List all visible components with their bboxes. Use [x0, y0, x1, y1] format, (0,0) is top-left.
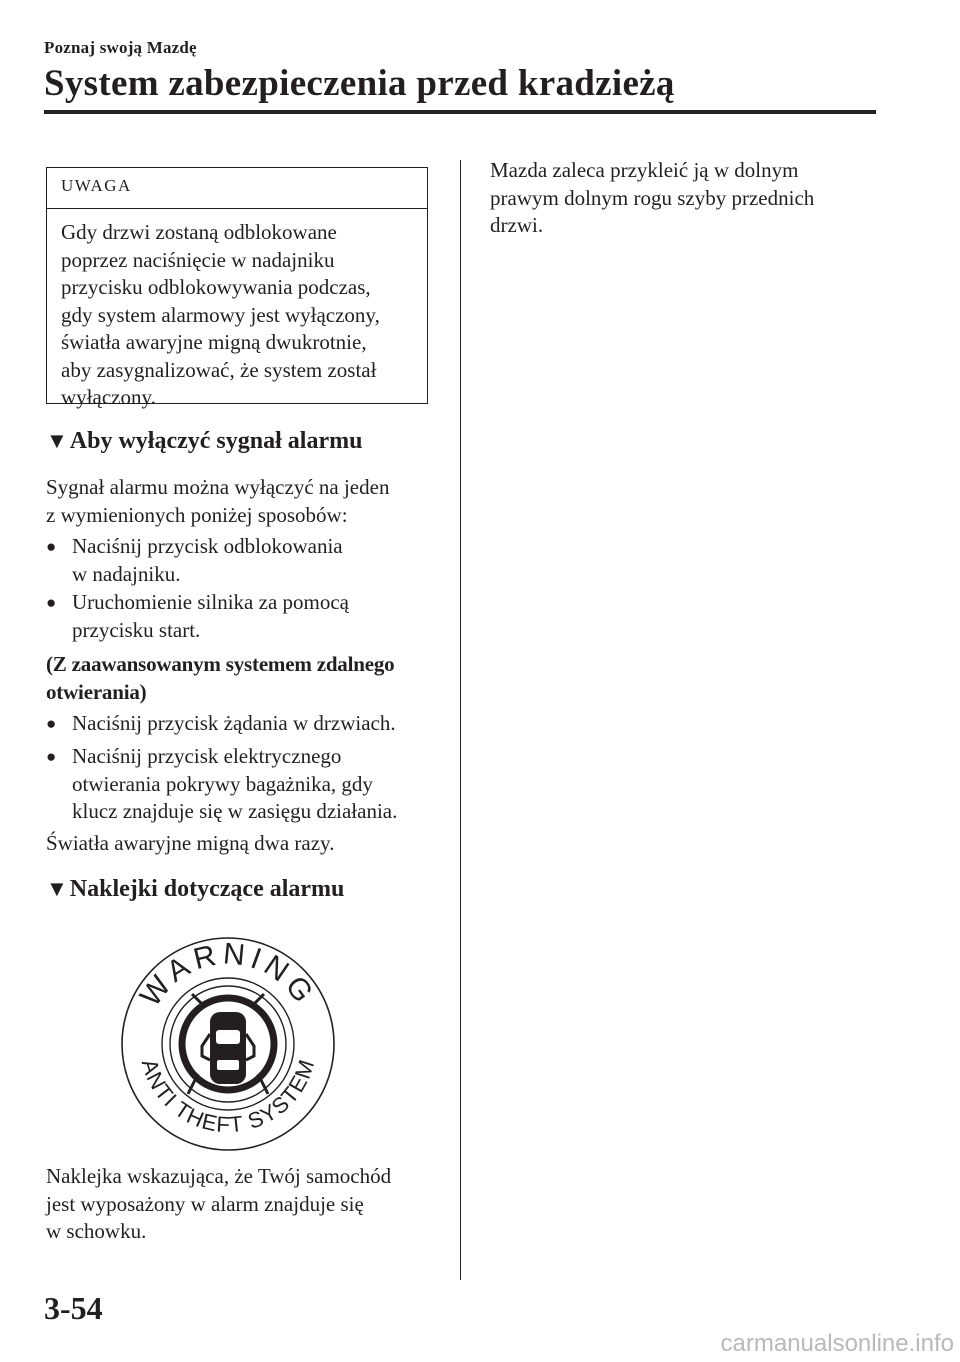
note-line: przycisku odblokowywania podczas, — [61, 275, 371, 299]
text-line: prawym dolnym rogu szyby przednich — [490, 185, 815, 210]
list-item-text: Naciśnij przycisk elektrycznego otwierania pokrywy bagażnika, gdy klucz znajduje się w zasięgu działania. — [72, 744, 398, 823]
section-heading-alarm-stickers — [46, 876, 344, 903]
text-line: Naklejka wskazująca, że Twój samochód — [46, 1164, 392, 1188]
breadcrumb: Poznaj swoją Mazdę — [44, 38, 197, 57]
sticker-top-text: WARNING — [133, 937, 323, 1013]
list-item-text: Naciśnij przycisk odblokowania w nadajniku. — [72, 534, 343, 586]
watermark: carmanualsonline.info — [720, 1330, 954, 1357]
bullet-icon: ● — [46, 747, 57, 766]
note-body — [47, 209, 427, 412]
section-heading-disable-alarm — [46, 428, 362, 455]
bullet-icon: ● — [46, 537, 57, 556]
section-heading-text: Aby wyłączyć sygnał alarmu — [69, 428, 363, 454]
text-line: w schowku. — [46, 1219, 147, 1243]
text-line: Sygnał alarmu można wyłączyć na jeden — [46, 475, 390, 499]
note-line: gdy system alarmowy jest wyłączony, — [61, 302, 380, 327]
note-box — [46, 167, 428, 409]
section1-closing: Światła awaryjne migną dwa razy. — [46, 831, 335, 855]
page-number: 3-54 — [44, 1290, 103, 1326]
text-line: Mazda zaleca przykleić ją w dolnym — [490, 158, 799, 182]
triangle-down-icon: ▼ — [46, 428, 68, 453]
note-line: aby zasygnalizować, że system został — [61, 357, 377, 382]
note-line: Gdy drzwi zostaną odblokowane — [61, 220, 337, 244]
text-line: jest wyposażony w alarm znajduje się — [46, 1191, 364, 1216]
right-column-text — [490, 157, 814, 240]
title-rule — [44, 110, 876, 114]
bullet-icon: ● — [46, 593, 57, 612]
bullet-icon: ● — [46, 714, 57, 733]
text-line: z wymienionych poniżej sposobów: — [46, 502, 348, 527]
note-heading: UWAGA — [47, 168, 427, 209]
page-title: System zabezpieczenia przed kradzieżą — [44, 63, 675, 104]
sticker-caption — [46, 1163, 391, 1246]
triangle-down-icon: ▼ — [46, 876, 68, 901]
note-line: poprzez naciśnięcie w nadajniku — [61, 247, 335, 272]
list-item-text: Naciśnij przycisk żądania w drzwiach. — [72, 711, 396, 735]
text-line: (Z zaawansowanym systemem zdalnego — [46, 652, 395, 676]
note-line: wyłączony. — [61, 385, 156, 409]
section-heading-text: Naklejki dotyczące alarmu — [69, 876, 345, 902]
text-line: drzwi. — [490, 213, 544, 237]
section1-intro — [46, 474, 389, 529]
note-line: światła awaryjne migną dwukrotnie, — [61, 330, 367, 354]
list-item-text: Uruchomienie silnika za pomocą przycisku start. — [72, 590, 349, 642]
column-divider — [460, 160, 461, 1280]
section1-subheading — [46, 651, 394, 706]
sticker-bottom-text: ANTI THEFT SYSTEM — [136, 1055, 320, 1138]
text-line: otwierania) — [46, 679, 147, 704]
anti-theft-sticker-image — [118, 934, 338, 1154]
